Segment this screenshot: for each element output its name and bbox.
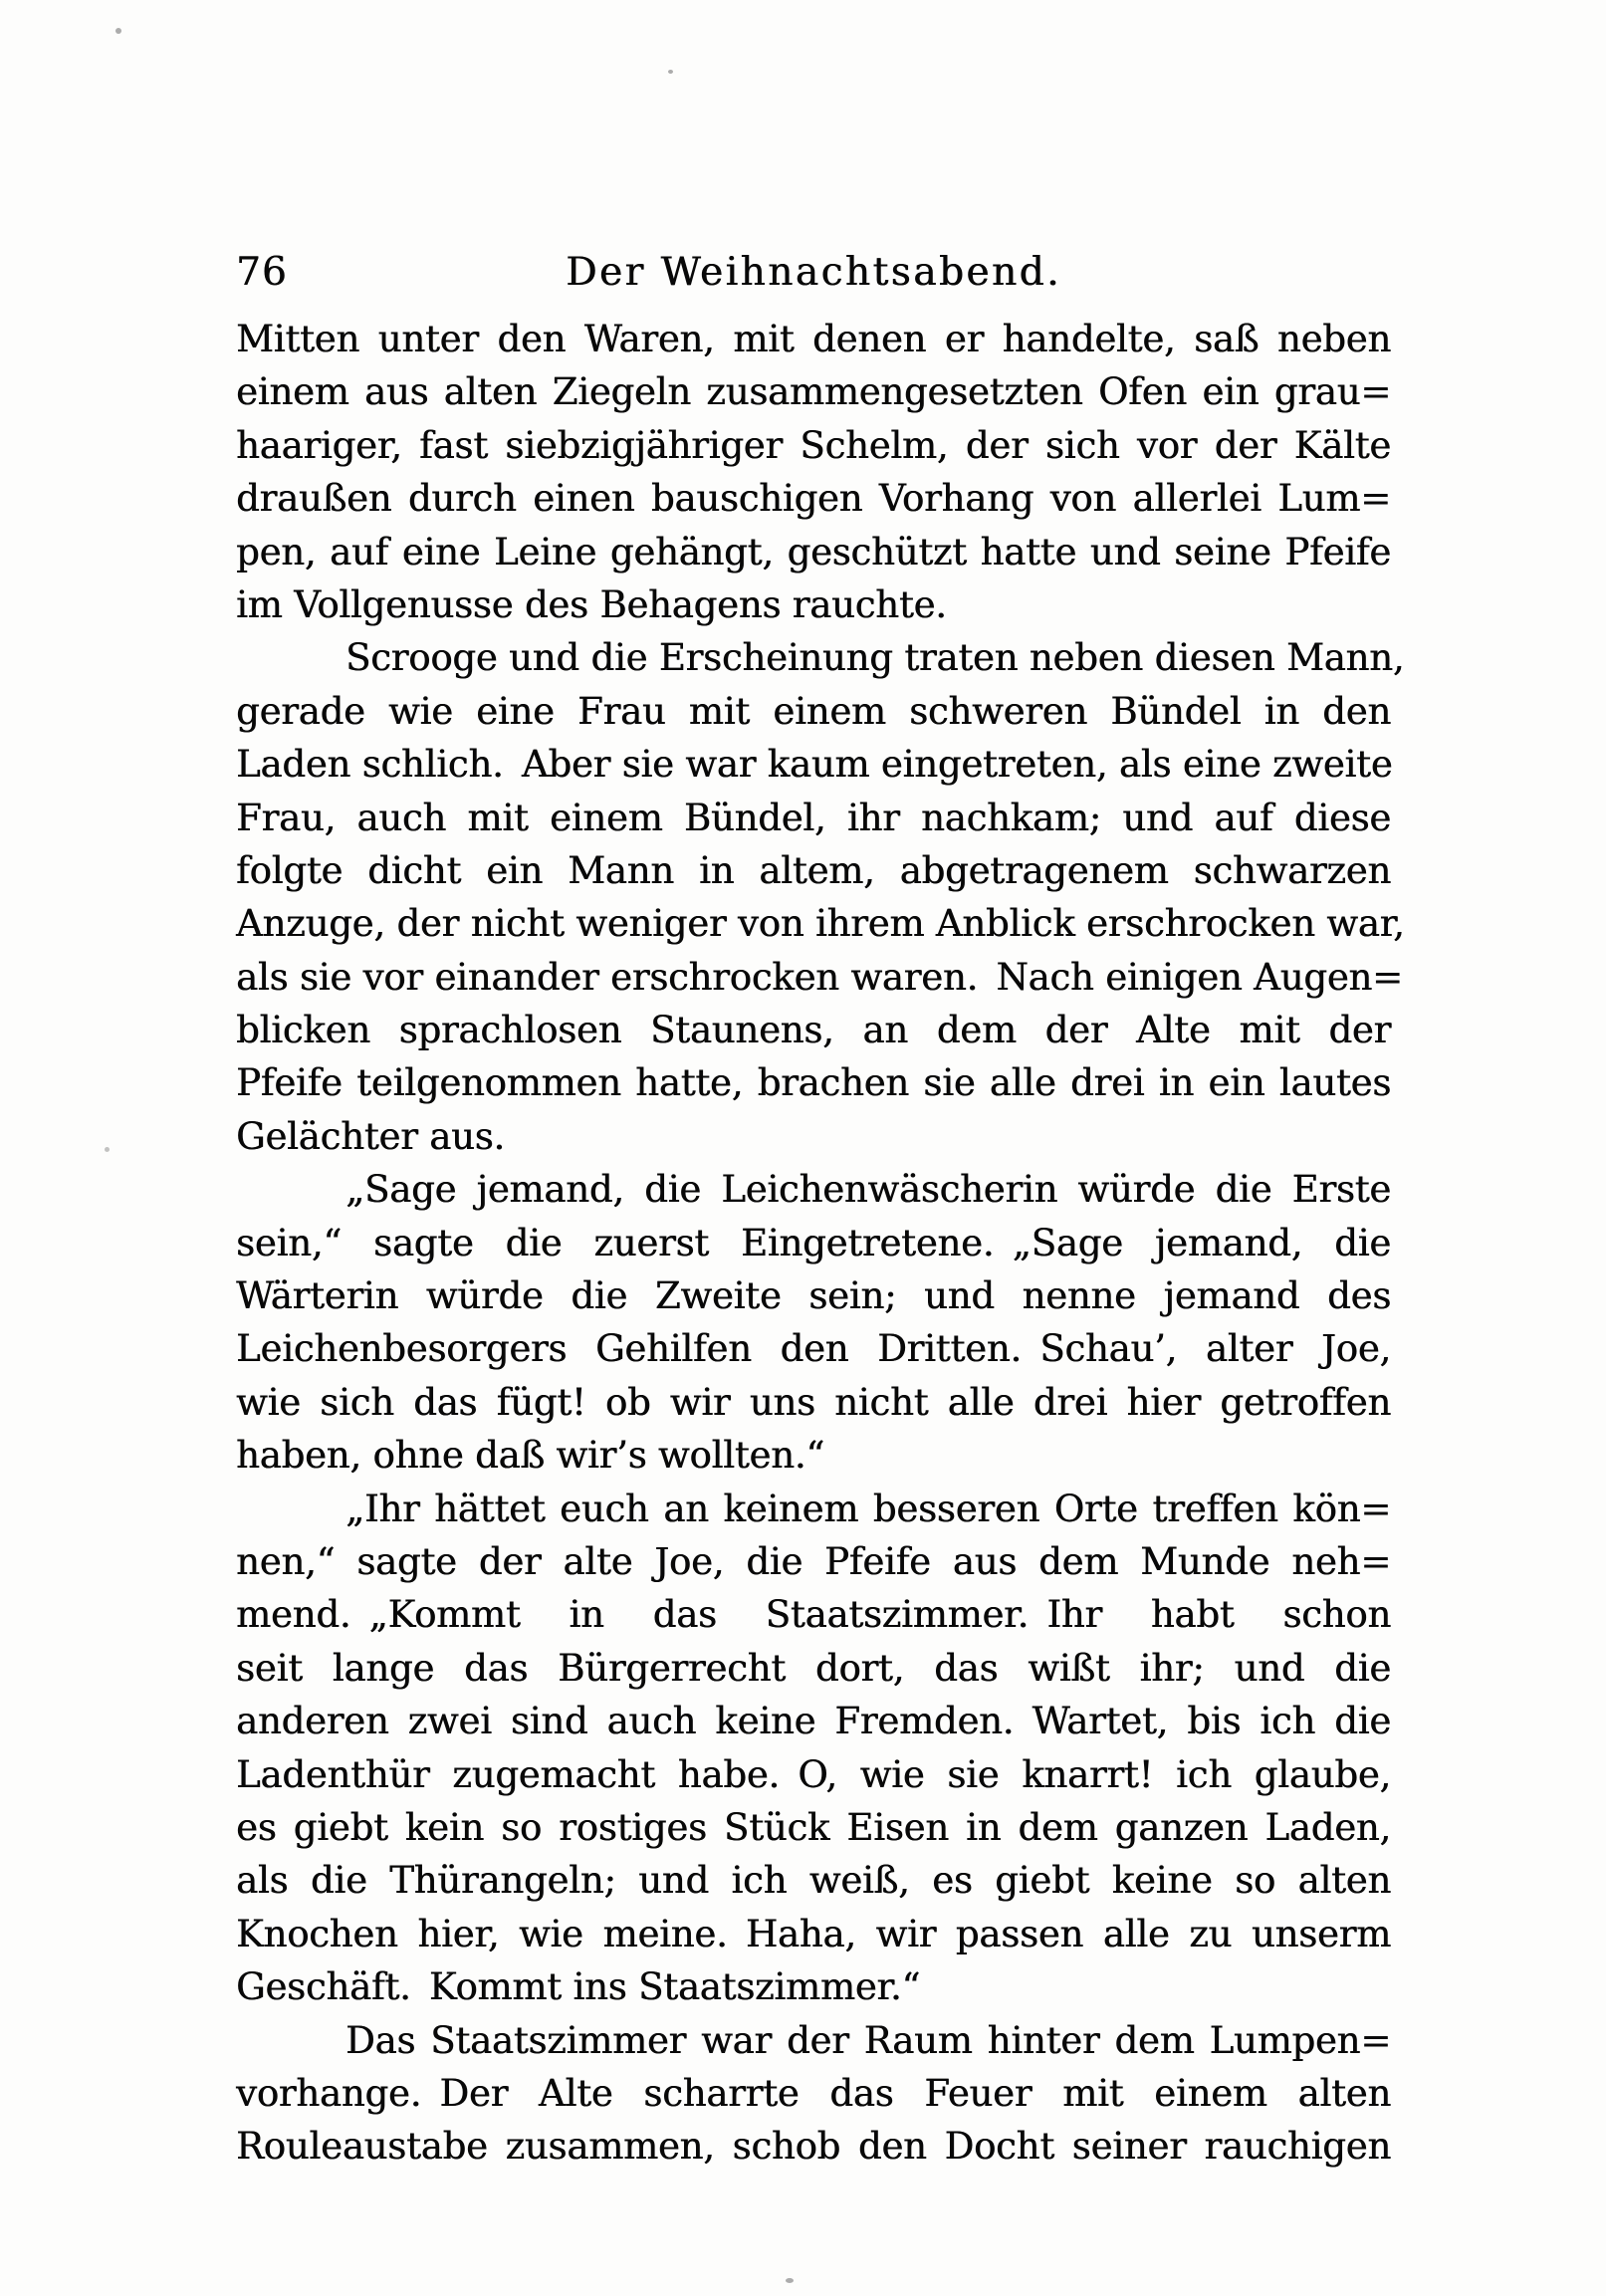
text-line: Knochen hier, wie meine. Haha, wir passen alle zu unserm bbox=[236, 1912, 1391, 1955]
text-line: haben, ohne daß wir’s wollten.“ bbox=[236, 1434, 825, 1478]
text-line: Scrooge und die Erscheinung traten neben diesen Mann, bbox=[345, 636, 1405, 680]
text-line: mend. „Kommt in das Staatszimmer. Ihr habt schon bbox=[236, 1593, 1391, 1637]
scan-speck bbox=[786, 2278, 794, 2283]
text-line: draußen durch einen bauschigen Vorhang von allerlei Lum= bbox=[236, 477, 1391, 521]
text-line: wie sich das fügt! ob wir uns nicht alle drei hier getroffen bbox=[236, 1380, 1391, 1424]
text-line: seit lange das Bürgerrecht dort, das wißt ihr; und die bbox=[236, 1646, 1391, 1690]
text-line: Leichenbesorgers Gehilfen den Dritten. Schau’, alter Joe, bbox=[236, 1327, 1391, 1371]
page-text bbox=[236, 313, 1405, 2174]
text-line: als die Thürangeln; und ich weiß, es giebt keine so alten bbox=[236, 1859, 1391, 1903]
text-line: Pfeife teilgenommen hatte, brachen sie alle drei in ein lautes bbox=[236, 1061, 1391, 1105]
text-line: folgte dicht ein Mann in altem, abgetragenem schwarzen bbox=[236, 848, 1391, 892]
scan-speck bbox=[105, 1147, 110, 1152]
running-header-title: Der Weihnachtsabend. bbox=[566, 250, 1061, 295]
scan-speck bbox=[668, 70, 673, 74]
text-line: Rouleaustabe zusammen, schob den Docht seiner rauchigen bbox=[236, 2125, 1391, 2169]
text-line: Anzuge, der nicht weniger von ihrem Anblick erschrocken war, bbox=[236, 902, 1405, 946]
text-line: Wärterin würde die Zweite sein; und nenne jemand des bbox=[236, 1274, 1391, 1318]
text-line: Geschäft. Kommt ins Staatszimmer.“ bbox=[236, 1965, 921, 2009]
text-line: Ladenthür zugemacht habe. O, wie sie knarrt! ich glaube, bbox=[236, 1752, 1391, 1796]
text-line: es giebt kein so rostiges Stück Eisen in dem ganzen Laden, bbox=[236, 1805, 1391, 1849]
text-line: im Vollgenusse des Behagens rauchte. bbox=[236, 582, 947, 626]
text-line: „Ihr hättet euch an keinem besseren Orte treffen kön= bbox=[345, 1487, 1391, 1530]
text-line: Gelächter aus. bbox=[236, 1114, 505, 1158]
scan-speck bbox=[115, 28, 121, 34]
text-line: sein,“ sagte die zuerst Eingetretene. „Sage jemand, die bbox=[236, 1221, 1391, 1264]
text-line: haariger, fast siebzigjähriger Schelm, der sich vor der Kälte bbox=[236, 423, 1391, 467]
text-line: einem aus alten Ziegeln zusammengesetzten Ofen ein grau= bbox=[236, 370, 1391, 414]
text-line: anderen zwei sind auch keine Fremden. Wartet, bis ich die bbox=[236, 1700, 1391, 1743]
page-number: 76 bbox=[236, 250, 288, 295]
text-line: nen,“ sagte der alte Joe, die Pfeife aus dem Munde neh= bbox=[236, 1539, 1391, 1583]
text-line: Das Staatszimmer war der Raum hinter dem Lumpen= bbox=[345, 2018, 1391, 2062]
text-line: vorhange. Der Alte scharrte das Feuer mit einem alten bbox=[236, 2071, 1391, 2115]
text-line: als sie vor einander erschrocken waren. Nach einigen Augen= bbox=[236, 955, 1403, 999]
text-line: gerade wie eine Frau mit einem schweren Bündel in den bbox=[236, 689, 1391, 733]
page-header bbox=[236, 247, 1391, 299]
text-line: pen, auf eine Leine gehängt, geschützt hatte und seine Pfeife bbox=[236, 530, 1391, 574]
text-line: blicken sprachlosen Staunens, an dem der Alte mit der bbox=[236, 1009, 1391, 1052]
text-line: Mitten unter den Waren, mit denen er handelte, saß neben bbox=[236, 318, 1391, 360]
text-line: „Sage jemand, die Leichenwäscherin würde die Erste bbox=[345, 1168, 1391, 1212]
text-line: Frau, auch mit einem Bündel, ihr nachkam; und auf diese bbox=[236, 796, 1391, 839]
text-line: Laden schlich. Aber sie war kaum eingetreten, als eine zweite bbox=[236, 743, 1393, 787]
